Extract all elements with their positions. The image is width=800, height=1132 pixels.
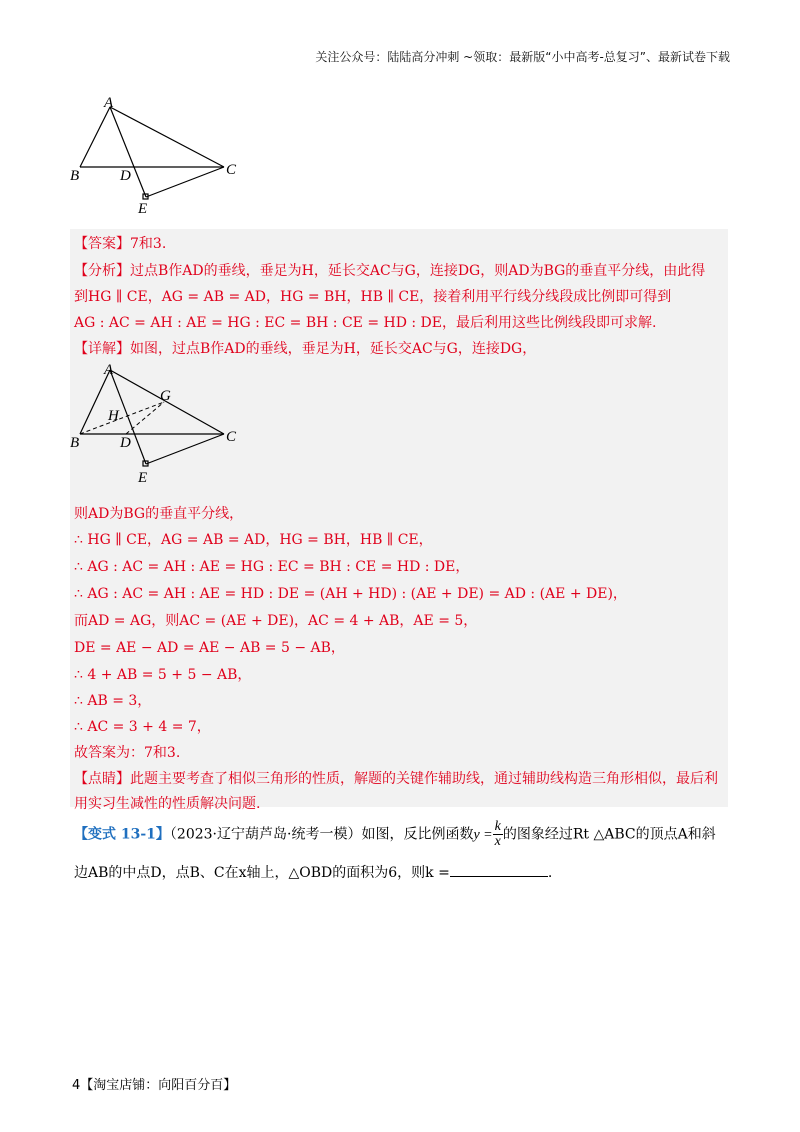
comment-line-2: 用实习生减性的性质解决问题. — [74, 796, 261, 812]
detail-tag: 【详解】 — [74, 341, 130, 357]
label-d2: D — [120, 435, 131, 451]
label-b2: B — [70, 435, 80, 451]
answer-tag: 【答案】 — [74, 236, 130, 252]
label-g: G — [160, 388, 171, 404]
label-c: C — [226, 162, 237, 178]
step-line: ∴ AC = 3 + 4 = 7， — [74, 719, 211, 735]
answer-blank[interactable] — [450, 862, 548, 877]
page-footer: 4【淘宝店铺：向阳百分百】 — [72, 1078, 237, 1093]
analysis-line-2: 到HG ∥ CE，AG = AB = AD，HG = BH，HB ∥ CE，接着利用平行线分线段成比例即可得到 — [74, 289, 672, 305]
detail-text-1: 如图，过点B作AD的垂线，垂足为H，延长交AC与G，连接DG， — [130, 341, 537, 357]
variant-tag: 【变式 13-1】 — [74, 826, 170, 843]
step-line: 故答案为：7和3. — [74, 745, 181, 761]
answer-line — [74, 233, 166, 253]
step-line: ∴ 4 + AB = 5 + 5 − AB， — [74, 667, 252, 683]
fraction-denominator: x — [494, 834, 501, 849]
problem-source: （2023·辽宁葫芦岛·统考一模）如图，反比例函数 — [169, 826, 474, 843]
analysis-tag: 【分析】 — [74, 263, 130, 279]
step-line: ∴ AG : AC = AH : AE = HG : EC = BH : CE = HD : DE， — [74, 559, 470, 575]
analysis-text-1: 过点B作AD的垂线，垂足为H，延长交AC与G，连接DG，则AD为BG的垂直平分线，由此得 — [130, 263, 706, 279]
label-c2: C — [226, 429, 237, 445]
step-line: 而AD = AG，则AC = (AE + DE)，AC = 4 + AB，AE = 5， — [74, 613, 478, 629]
label-e: E — [138, 201, 148, 217]
step-line: ∴ AB = 3， — [74, 693, 152, 709]
triangle-figure-2 — [68, 362, 248, 494]
comment-text-1: 此题主要考查了相似三角形的性质，解题的关键作辅助线，通过辅助线构造三角形相似，最后利 — [130, 771, 718, 787]
label-h: H — [108, 408, 119, 424]
answer-text: 7和3. — [130, 236, 167, 252]
step-line: ∴ HG ∥ CE，AG = AB = AD，HG = BH，HB ∥ CE， — [74, 532, 433, 548]
fraction-numerator: k — [494, 819, 501, 834]
step-line: DE = AE − AD = AE − AB = 5 − AB， — [74, 640, 345, 656]
label-e2: E — [138, 470, 148, 486]
fraction-k-over-x — [493, 820, 503, 849]
detail-line-1 — [74, 338, 536, 358]
label-d: D — [120, 168, 131, 184]
problem-line-2 — [74, 862, 552, 882]
label-b: B — [70, 168, 80, 184]
problem-end: . — [547, 865, 553, 881]
problem-text-2: 边AB的中点D，点B、C在x轴上，△OBD的面积为6，则k = — [74, 865, 450, 881]
analysis-line-3: AG : AC = AH : AE = HG : EC = BH : CE = HD : DE，最后利用这些比例线段即可求解. — [74, 315, 657, 331]
step-line: 则AD为BG的垂直平分线， — [74, 506, 244, 522]
page-header: 关注公众号：陆陆高分冲刺 ~领取：最新版“小中高考-总复习”、最新试卷下载 — [315, 50, 730, 64]
label-a: A — [104, 95, 114, 111]
label-a2: A — [104, 362, 114, 378]
triangle-figure-1 — [68, 95, 248, 224]
comment-tag: 【点睛】 — [74, 771, 130, 787]
step-line: ∴ AG : AC = AH : AE = HD : DE = (AH + HD) : (AE + DE) = AD : (AE + DE)， — [74, 586, 627, 602]
analysis-line-1 — [74, 260, 705, 280]
problem-text-after: 的图象经过Rt △ABC的顶点A和斜 — [502, 826, 716, 843]
problem-line-1 — [74, 820, 716, 849]
function-lhs: y = — [473, 827, 493, 843]
comment-line-1 — [74, 768, 718, 788]
